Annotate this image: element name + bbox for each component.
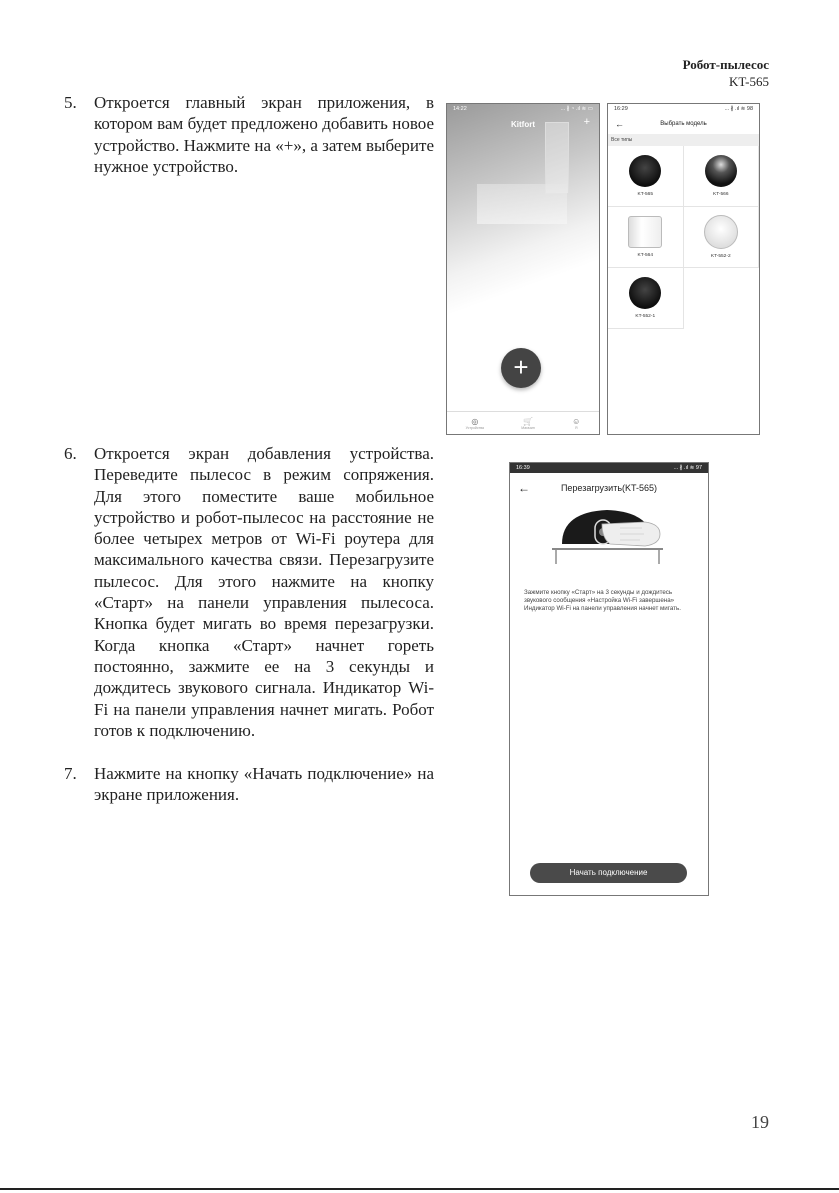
status-bar: [608, 104, 759, 114]
nav-item-devices[interactable]: [466, 417, 484, 430]
model-card[interactable]: [608, 207, 684, 268]
robot-vacuum-image: [704, 215, 738, 249]
step-text: Откроется экран добавления устройства. Переведите пылесос в режим сопряжения. Для этого поместите ваше мобильное устройство и робот-пылесос на расстояние не более четырех метров от Wi-Fi роутера для максимального качества связи. Перезагрузите пылесос. Для этого нажмите на кнопку «Старт» на панели управления пылесоса. Кнопка будет мигать во время перезагрузки. Когда кнопка «Старт» начнет гореть постоянно, зажмите ее на 3 секунды и дождитесь звукового сигнала. Индикатор Wi-Fi на панели управления начнет мигать. Робот готов к подключению.: [94, 444, 434, 740]
model-card[interactable]: [684, 146, 760, 207]
robot-hand-illustration: [550, 508, 665, 568]
back-arrow-icon[interactable]: ←: [615, 119, 624, 129]
phone-main-screen: [446, 103, 600, 435]
robot-vacuum-image: [705, 155, 737, 187]
category-tab[interactable]: Все типы: [608, 134, 759, 146]
status-icons: ... ∦ .ıl ≋ 97: [673, 465, 702, 471]
status-icons: ... ∦ .ıl ≋ 98: [724, 106, 753, 112]
background-furniture: [477, 184, 567, 224]
screen-title: Перезагрузить(KT-565): [560, 483, 658, 493]
status-time: 14:22: [453, 106, 467, 112]
devices-icon: ◎: [471, 416, 479, 426]
step-number: 6.: [64, 444, 77, 463]
running-header: [683, 56, 769, 90]
brand-logo: Kitfort: [511, 120, 535, 129]
step-text: Откроется главный экран приложения, в котором вам будет предложено добавить новое устройство. Нажмите на «+», а затем выберите нужное устройство.: [94, 93, 434, 176]
start-connection-button[interactable]: Начать подключение: [530, 863, 687, 883]
back-arrow-icon[interactable]: ←: [518, 481, 530, 495]
model-name: KT-552-2: [710, 254, 731, 259]
status-bar: [447, 104, 599, 114]
step-number: 5.: [64, 93, 77, 112]
nav-label: Я: [574, 425, 578, 430]
model-name: KT-564: [637, 253, 653, 258]
header-title: Робот-пылесос: [682, 57, 769, 72]
model-name: KT-565: [637, 192, 653, 197]
page-number: 19: [751, 1112, 769, 1132]
step-5: [64, 92, 434, 177]
nav-item-shop[interactable]: [521, 417, 535, 430]
model-card[interactable]: [608, 268, 684, 329]
status-time: 16:39: [516, 465, 530, 471]
model-grid: [608, 146, 759, 329]
add-device-button[interactable]: +: [501, 348, 541, 388]
bottom-nav: [447, 411, 599, 434]
model-name: KT-552-1: [635, 314, 656, 319]
status-time: 16:29: [614, 106, 628, 112]
nav-label: Устройства: [465, 425, 484, 430]
phone-select-model: [607, 103, 760, 435]
nav-label: Магазин: [521, 425, 535, 430]
step-text: Нажмите на кнопку «Начать подключение» на экране приложения.: [94, 764, 434, 805]
step-7: [64, 763, 434, 806]
title-bar: [608, 114, 759, 134]
add-device-plus-icon[interactable]: +: [583, 116, 590, 128]
instruction-text: Зажмите кнопку «Старт» на 3 секунды и дождитесь звукового сообщения «Настройка Wi-Fi завершена» Индикатор Wi-Fi на панели управления начнет мигать.: [524, 589, 681, 612]
model-card[interactable]: [608, 146, 684, 207]
step-number: 7.: [64, 764, 77, 783]
robot-vacuum-image: [628, 216, 662, 248]
title-bar: [510, 473, 708, 503]
cart-icon: 🛒: [523, 416, 534, 426]
screen-title: Выбрать модель: [660, 121, 707, 127]
step-6: [64, 443, 434, 741]
status-icons: ... ∦ ◔ .ıl ≋ ▭: [560, 106, 593, 112]
profile-icon: ☺: [572, 416, 581, 426]
nav-item-profile[interactable]: [572, 417, 580, 430]
robot-vacuum-image: [629, 155, 661, 187]
robot-vacuum-image: [629, 277, 661, 309]
phone-reboot-screen: [509, 462, 709, 896]
header-model: KT-565: [729, 74, 769, 89]
bottom-rule: [0, 1188, 839, 1190]
model-card[interactable]: [684, 207, 760, 268]
model-name: KT-566: [713, 192, 729, 197]
status-bar: [510, 463, 708, 473]
